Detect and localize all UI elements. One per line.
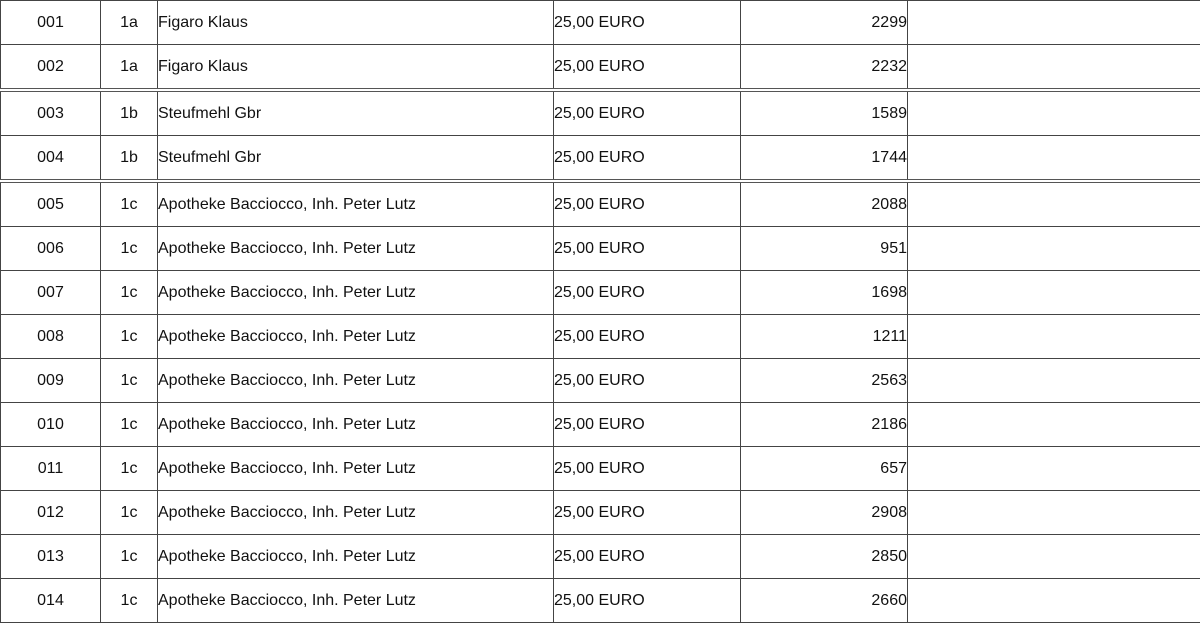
table-row xyxy=(1,403,1200,447)
row-name: Steufmehl Gbr xyxy=(158,136,554,182)
row-category: 1c xyxy=(101,181,158,227)
row-amount: 25,00 EURO xyxy=(554,45,741,91)
row-number: 012 xyxy=(1,491,101,535)
row-count: 2232 xyxy=(741,45,908,91)
row-amount: 25,00 EURO xyxy=(554,491,741,535)
row-note xyxy=(908,271,1200,315)
row-note xyxy=(908,136,1200,182)
row-category: 1a xyxy=(101,45,158,91)
table-row xyxy=(1,136,1200,182)
row-name: Apotheke Bacciocco, Inh. Peter Lutz xyxy=(158,181,554,227)
row-amount: 25,00 EURO xyxy=(554,447,741,491)
row-note xyxy=(908,447,1200,491)
row-category: 1c xyxy=(101,579,158,623)
row-name: Apotheke Bacciocco, Inh. Peter Lutz xyxy=(158,227,554,271)
row-category: 1c xyxy=(101,315,158,359)
row-category: 1c xyxy=(101,359,158,403)
row-name: Apotheke Bacciocco, Inh. Peter Lutz xyxy=(158,359,554,403)
table-row xyxy=(1,535,1200,579)
row-number: 011 xyxy=(1,447,101,491)
row-count: 951 xyxy=(741,227,908,271)
table-row xyxy=(1,271,1200,315)
row-note xyxy=(908,315,1200,359)
table-row xyxy=(1,1,1200,45)
row-number: 001 xyxy=(1,1,101,45)
row-amount: 25,00 EURO xyxy=(554,315,741,359)
row-amount: 25,00 EURO xyxy=(554,136,741,182)
row-note xyxy=(908,535,1200,579)
row-count: 657 xyxy=(741,447,908,491)
row-note xyxy=(908,491,1200,535)
row-number: 013 xyxy=(1,535,101,579)
row-count: 2660 xyxy=(741,579,908,623)
row-note xyxy=(908,181,1200,227)
row-count: 1698 xyxy=(741,271,908,315)
row-note xyxy=(908,1,1200,45)
row-name: Apotheke Bacciocco, Inh. Peter Lutz xyxy=(158,403,554,447)
table-row xyxy=(1,491,1200,535)
row-category: 1c xyxy=(101,535,158,579)
row-category: 1c xyxy=(101,403,158,447)
table-row xyxy=(1,227,1200,271)
row-name: Figaro Klaus xyxy=(158,1,554,45)
row-count: 2186 xyxy=(741,403,908,447)
table-row xyxy=(1,359,1200,403)
row-name: Apotheke Bacciocco, Inh. Peter Lutz xyxy=(158,315,554,359)
row-amount: 25,00 EURO xyxy=(554,1,741,45)
row-number: 002 xyxy=(1,45,101,91)
row-name: Apotheke Bacciocco, Inh. Peter Lutz xyxy=(158,447,554,491)
row-name: Apotheke Bacciocco, Inh. Peter Lutz xyxy=(158,271,554,315)
row-amount: 25,00 EURO xyxy=(554,579,741,623)
row-category: 1b xyxy=(101,136,158,182)
ledger-body xyxy=(1,1,1200,623)
row-amount: 25,00 EURO xyxy=(554,227,741,271)
table-row xyxy=(1,315,1200,359)
row-amount: 25,00 EURO xyxy=(554,90,741,136)
row-name: Figaro Klaus xyxy=(158,45,554,91)
table-row xyxy=(1,45,1200,91)
row-amount: 25,00 EURO xyxy=(554,403,741,447)
row-category: 1c xyxy=(101,447,158,491)
row-count: 1211 xyxy=(741,315,908,359)
row-number: 003 xyxy=(1,90,101,136)
row-count: 2299 xyxy=(741,1,908,45)
table-row xyxy=(1,181,1200,227)
row-category: 1c xyxy=(101,491,158,535)
table-row xyxy=(1,579,1200,623)
row-amount: 25,00 EURO xyxy=(554,271,741,315)
row-note xyxy=(908,90,1200,136)
row-number: 007 xyxy=(1,271,101,315)
table-row xyxy=(1,90,1200,136)
row-count: 2850 xyxy=(741,535,908,579)
row-amount: 25,00 EURO xyxy=(554,181,741,227)
row-number: 006 xyxy=(1,227,101,271)
row-number: 008 xyxy=(1,315,101,359)
row-category: 1a xyxy=(101,1,158,45)
row-count: 1744 xyxy=(741,136,908,182)
row-number: 009 xyxy=(1,359,101,403)
row-amount: 25,00 EURO xyxy=(554,359,741,403)
row-category: 1c xyxy=(101,227,158,271)
row-name: Apotheke Bacciocco, Inh. Peter Lutz xyxy=(158,579,554,623)
row-note xyxy=(908,403,1200,447)
row-number: 010 xyxy=(1,403,101,447)
row-number: 004 xyxy=(1,136,101,182)
row-name: Steufmehl Gbr xyxy=(158,90,554,136)
row-name: Apotheke Bacciocco, Inh. Peter Lutz xyxy=(158,535,554,579)
row-count: 2088 xyxy=(741,181,908,227)
row-number: 005 xyxy=(1,181,101,227)
row-name: Apotheke Bacciocco, Inh. Peter Lutz xyxy=(158,491,554,535)
row-count: 2563 xyxy=(741,359,908,403)
row-category: 1b xyxy=(101,90,158,136)
row-count: 1589 xyxy=(741,90,908,136)
row-note xyxy=(908,359,1200,403)
row-count: 2908 xyxy=(741,491,908,535)
row-note xyxy=(908,579,1200,623)
row-note xyxy=(908,227,1200,271)
row-amount: 25,00 EURO xyxy=(554,535,741,579)
table-row xyxy=(1,447,1200,491)
row-number: 014 xyxy=(1,579,101,623)
row-note xyxy=(908,45,1200,91)
row-category: 1c xyxy=(101,271,158,315)
